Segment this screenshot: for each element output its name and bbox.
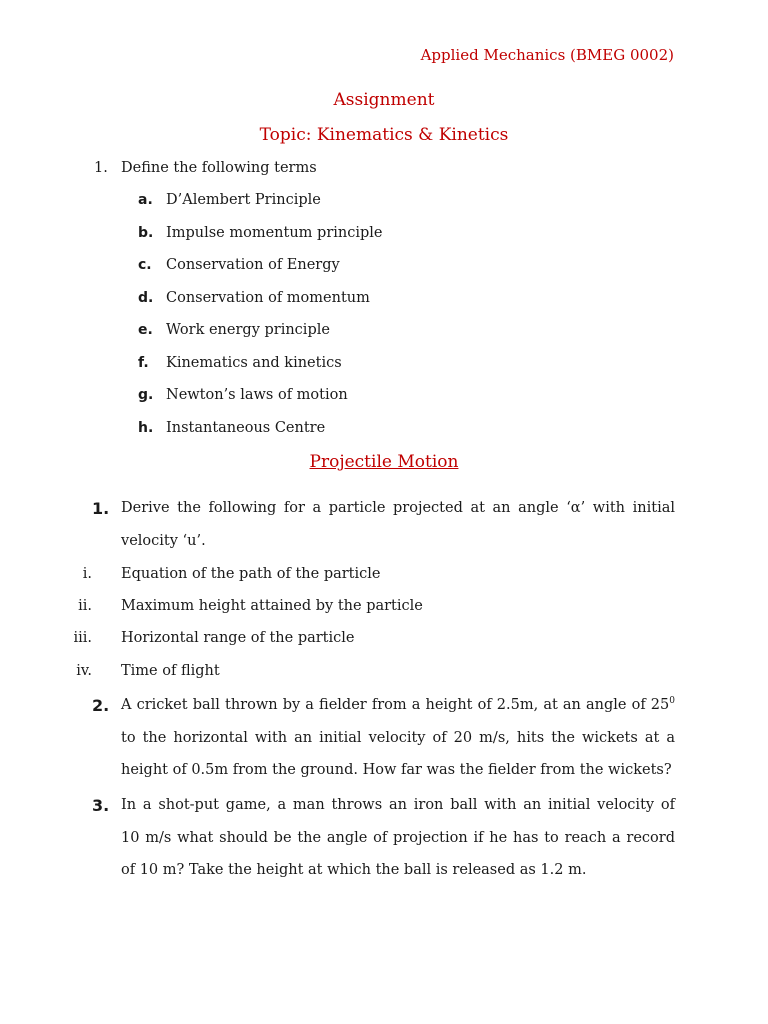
definition-letter: c. — [138, 257, 152, 273]
question-1-text — [121, 492, 675, 557]
subitem-text: Equation of the path of the particle — [121, 566, 381, 582]
subitem-numeral: ii. — [78, 598, 92, 614]
subitem-text: Time of flight — [121, 663, 220, 679]
topic-title: Topic: Kinematics & Kinetics — [259, 125, 509, 145]
definition-item: Instantaneous Centre — [166, 420, 326, 436]
question-line: to the horizontal with an initial velocity of 20 m/s, hits the wickets at a — [121, 729, 675, 746]
subitem-text: Horizontal range of the particle — [121, 630, 355, 646]
definitions-prompt: Define the following terms — [121, 160, 317, 176]
question-line: 10 m/s what should be the angle of projection if he has to reach a record — [121, 829, 675, 846]
definition-letter: g. — [138, 387, 154, 403]
definition-item: Kinematics and kinetics — [166, 355, 342, 371]
definitions-number: 1. — [94, 160, 108, 176]
question-number: 2. — [92, 696, 110, 715]
definition-item: D’Alembert Principle — [166, 192, 321, 208]
subitem-numeral: iv. — [76, 663, 92, 679]
definition-item: Impulse momentum principle — [166, 225, 383, 241]
definition-item: Conservation of momentum — [166, 290, 370, 306]
subitem-numeral: i. — [82, 566, 92, 582]
question-line: height of 0.5m from the ground. How far was the fielder from the wickets? — [121, 762, 672, 778]
question-2-text — [121, 689, 675, 787]
definition-letter: e. — [138, 322, 153, 338]
definition-letter: a. — [138, 192, 153, 208]
projectile-heading: Projectile Motion — [309, 452, 459, 472]
subitem-text: Maximum height attained by the particle — [121, 598, 423, 614]
subitem-numeral: iii. — [73, 630, 92, 646]
question-number: 3. — [92, 796, 110, 815]
degree-superscript: 0 — [669, 696, 675, 707]
question-line-text: A cricket ball thrown by a fielder from a height of 2.5m, at an angle of 25 — [121, 697, 670, 713]
question-line: velocity ‘u’. — [121, 532, 206, 549]
definition-item: Conservation of Energy — [166, 257, 340, 273]
definition-letter: f. — [138, 355, 149, 371]
question-number: 1. — [92, 499, 110, 518]
definition-letter: b. — [138, 225, 154, 241]
course-header: Applied Mechanics (BMEG 0002) — [420, 46, 674, 64]
question-3-text — [121, 789, 675, 887]
definition-item: Newton’s laws of motion — [166, 387, 348, 403]
question-line: of 10 m? Take the height at which the ball is released as 1.2 m. — [121, 862, 587, 878]
question-line — [121, 689, 675, 722]
definition-letter: h. — [138, 420, 154, 436]
definition-letter: d. — [138, 290, 154, 306]
definition-item: Work energy principle — [166, 322, 330, 338]
question-line: In a shot-put game, a man throws an iron ball with an initial velocity of — [121, 797, 675, 813]
question-line: Derive the following for a particle projected at an angle ‘α’ with initial — [121, 500, 675, 516]
assignment-title: Assignment — [333, 90, 435, 110]
